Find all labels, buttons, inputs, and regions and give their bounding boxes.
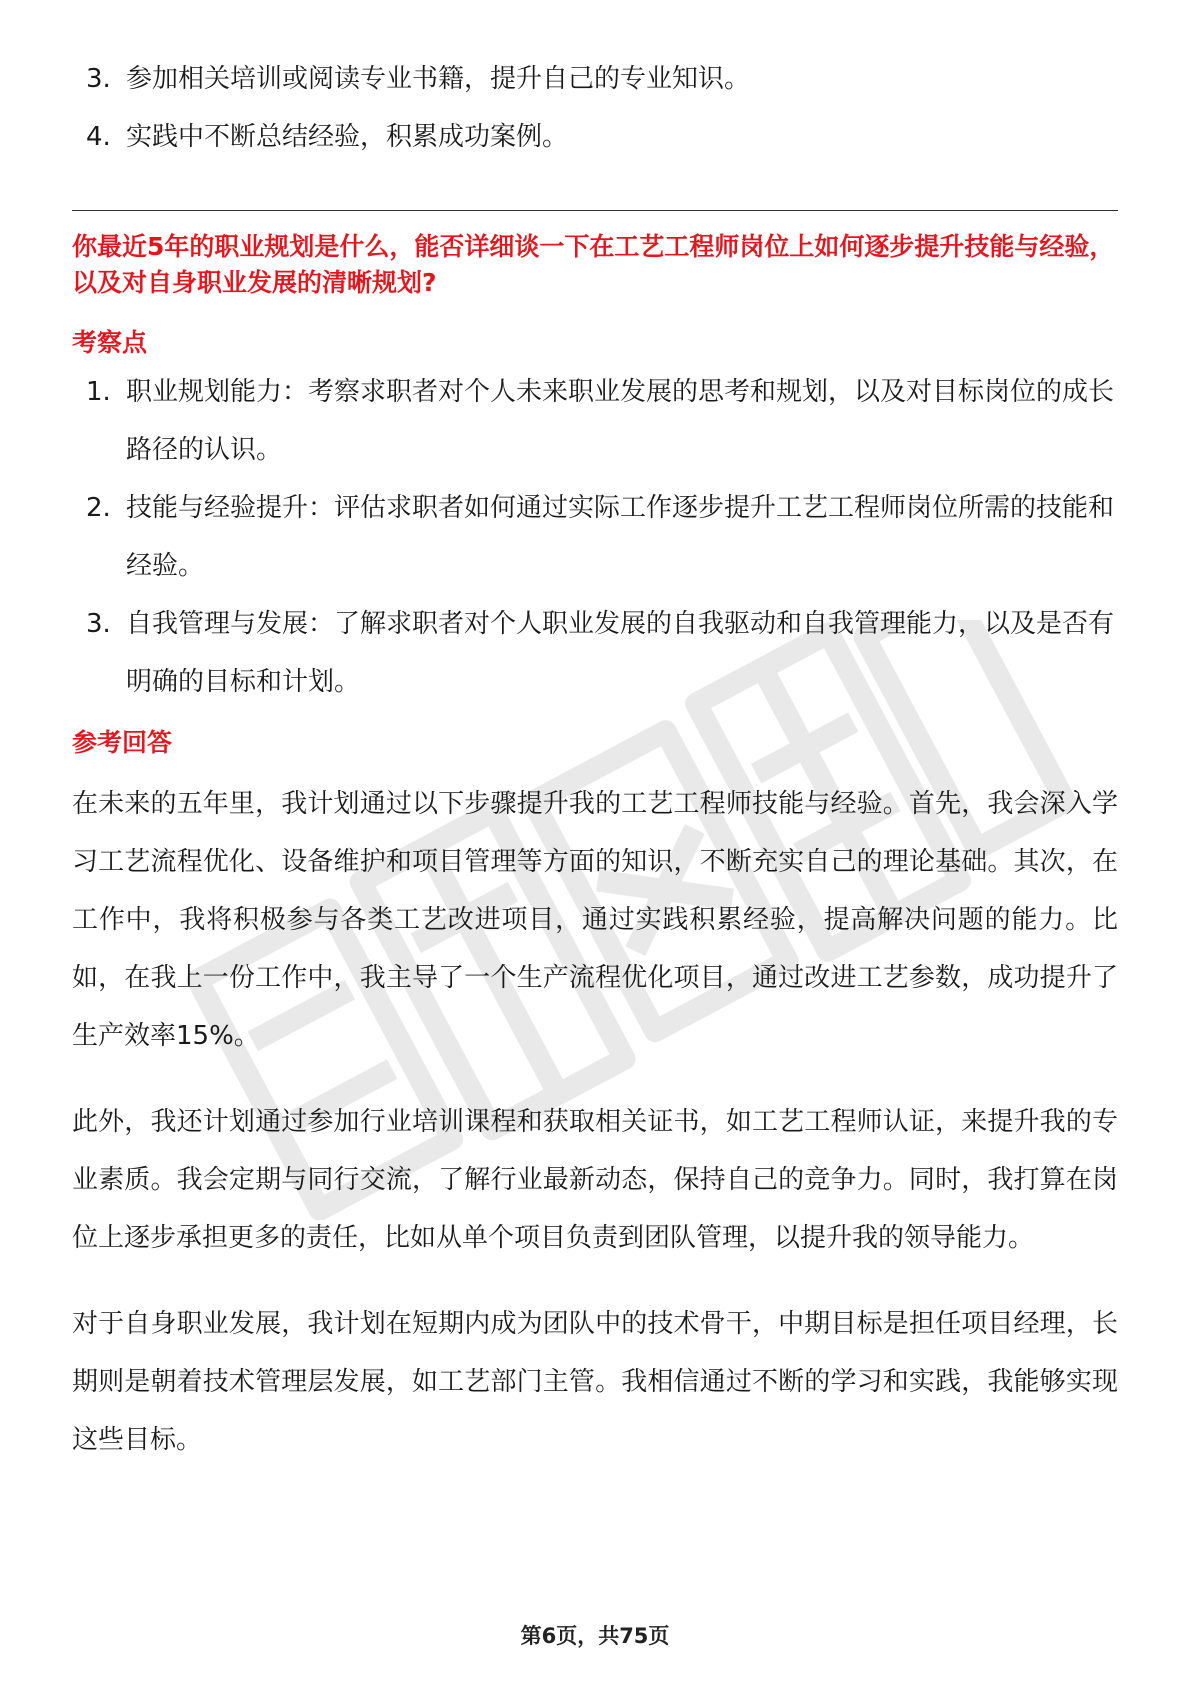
answer-paragraph: 此外，我还计划通过参加行业培训课程和获取相关证书，如工艺工程师认证，来提升我的专业素质。我会定期与同行交流，了解行业最新动态，保持自己的竞争力。同时，我打算在岗位上逐步承担更多的责任，比如从单个项目负责到团队管理，以提升我的领导能力。	[72, 1107, 1118, 1253]
section-divider	[72, 210, 1118, 211]
assessment-points-list	[72, 363, 1118, 711]
answer-heading: 参考回答	[72, 728, 173, 757]
list-item-text: 参加相关培训或阅读专业书籍，提升自己的专业知识。	[126, 64, 751, 94]
list-item-number: 3.	[86, 609, 111, 639]
list-item	[72, 50, 1118, 108]
list-item-text: 自我管理与发展：了解求职者对个人职业发展的自我驱动和自我管理能力，以及是否有明确的目标和计划。	[126, 609, 1115, 697]
list-item-text: 职业规划能力：考察求职者对个人未来职业发展的思考和规划，以及对目标岗位的成长路径的认识。	[126, 377, 1115, 465]
list-item-number: 3.	[86, 64, 111, 94]
list-item	[72, 595, 1118, 711]
list-item-text: 实践中不断总结经验，积累成功案例。	[126, 122, 569, 152]
interview-question: 你最近5年的职业规划是什么，能否详细谈一下在工艺工程师岗位上如何逐步提升技能与经验，以及对自身职业发展的清晰规划?	[72, 232, 1115, 297]
list-item-number: 2.	[86, 493, 111, 523]
answer-paragraph: 对于自身职业发展，我计划在短期内成为团队中的技术骨干，中期目标是担任项目经理，长期则是朝着技术管理层发展，如工艺部门主管。我相信通过不断的学习和实践，我能够实现这些目标。	[72, 1309, 1118, 1455]
list-item	[72, 479, 1118, 595]
content-area	[72, 50, 1118, 1469]
points-heading: 考察点	[72, 328, 148, 357]
list-item-number: 1.	[86, 377, 111, 407]
answer-paragraph: 在未来的五年里，我计划通过以下步骤提升我的工艺工程师技能与经验。首先，我会深入学习工艺流程优化、设备维护和项目管理等方面的知识，不断充实自己的理论基础。其次，在工作中，我将积极参与各类工艺改进项目，通过实践积累经验，提高解决问题的能力。比如，在我上一份工作中，我主导了一个生产流程优化项目，通过改进工艺参数，成功提升了生产效率15%。	[72, 789, 1118, 1051]
page-number-footer: 第6页，共75页	[520, 1624, 670, 1648]
list-item	[72, 363, 1118, 479]
list-item	[72, 108, 1118, 166]
list-item-number: 4.	[86, 122, 111, 152]
list-item-text: 技能与经验提升：评估求职者如何通过实际工作逐步提升工艺工程师岗位所需的技能和经验。	[126, 493, 1115, 581]
previous-list	[72, 50, 1118, 166]
